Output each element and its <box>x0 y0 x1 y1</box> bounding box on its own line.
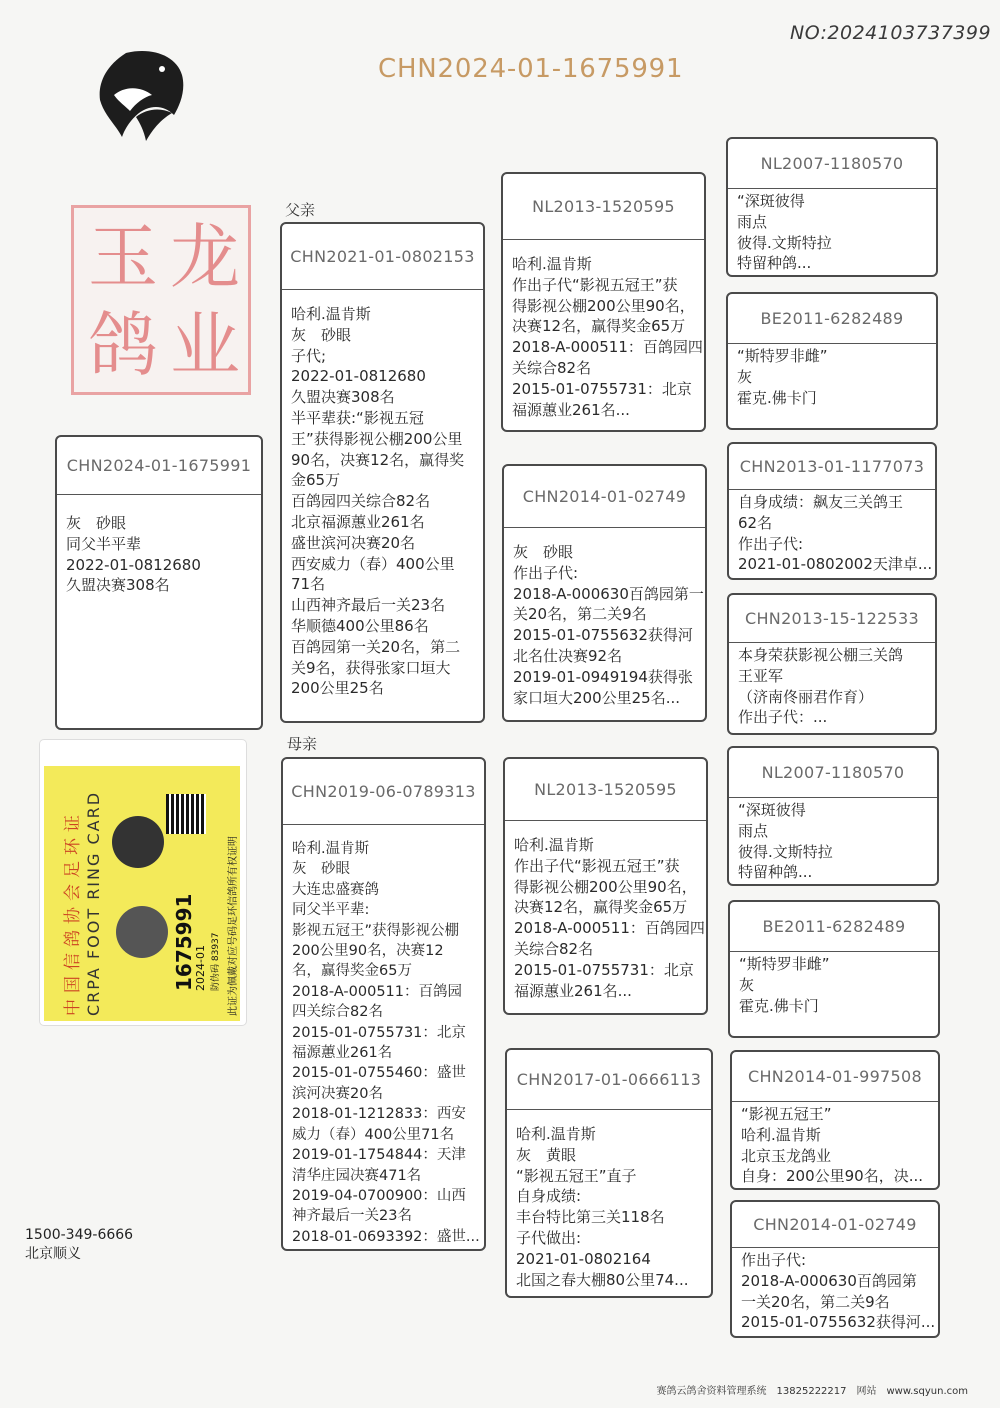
great-grandparent-card <box>730 1200 940 1338</box>
detail-line: 哈利.温肯斯 <box>292 841 370 857</box>
ring-number: CHN2014-01-997508 <box>732 1052 938 1102</box>
detail-line: 同父半平辈 <box>66 534 142 553</box>
card-details <box>504 528 705 708</box>
card-details <box>730 952 938 1016</box>
grandparent-card <box>501 172 706 432</box>
ring-card-body <box>44 766 240 1021</box>
sire-details <box>282 290 483 699</box>
detail-line: 灰 砂眼 <box>513 543 574 561</box>
detail-line: 一关20名，第二关9名 <box>741 1292 890 1311</box>
detail-line: 子代做出: <box>516 1228 582 1247</box>
detail-line: 关综合82名 <box>514 939 594 958</box>
detail-line: 200公里90名，决赛12 <box>292 943 444 960</box>
detail-line: 自身成绩: <box>516 1187 582 1206</box>
ring-card-number: 1675991 <box>172 893 196 991</box>
detail-line: 2015-01-0755731：北京 <box>292 1024 466 1041</box>
card-details <box>505 821 706 1001</box>
detail-line: 影视五冠王”获得影视公棚 <box>292 922 460 939</box>
detail-line: 90名，决赛12名，赢得奖 <box>291 450 465 469</box>
contact-phone: 1500-349-6666 <box>25 1227 134 1243</box>
subject-card <box>55 435 263 730</box>
detail-line: 2019-01-1754844：天津 <box>292 1147 466 1164</box>
detail-line: 哈利.温肯斯 <box>741 1125 821 1144</box>
detail-line: 2022-01-0812680 <box>291 367 426 386</box>
detail-line: 福源蕙业261名... <box>514 981 632 1000</box>
card-details <box>729 798 937 883</box>
detail-line: 2021-01-0802002天津卓... <box>738 555 933 574</box>
qr-code-icon <box>166 794 206 834</box>
detail-line: 大连忠盛赛鸽 <box>292 881 379 898</box>
foot-ring-card <box>40 740 246 1025</box>
detail-line: 作出子代“影视五冠王”获 <box>512 275 678 294</box>
detail-line: 2018-A-000511：百鸽园 <box>292 983 462 1000</box>
detail-line: 久盟决赛308名 <box>291 388 395 407</box>
great-grandparent-card <box>730 1050 940 1190</box>
detail-line: 灰 砂眼 <box>66 514 127 532</box>
detail-line: 2018-A-000630百鸽园第一 <box>513 584 704 603</box>
stamp-char: 鸽 <box>88 304 158 386</box>
sire-card <box>280 222 485 723</box>
detail-line: 关9名，获得张家口垣大 <box>291 658 451 677</box>
detail-line: 关综合82名 <box>512 358 592 377</box>
ring-card-title-cn: 中国信鸽协会足环证 <box>63 809 83 1016</box>
horse-pigeon-logo-icon <box>96 45 188 150</box>
great-grandparent-card <box>726 137 938 277</box>
detail-line: 2018-A-000630百鸽园第 <box>741 1271 917 1290</box>
detail-line: 特留种鸽... <box>738 863 813 882</box>
great-grandparent-card <box>727 746 939 886</box>
dam-card <box>281 757 486 1251</box>
great-grandparent-card <box>728 900 940 1038</box>
detail-line: 作出子代: <box>741 1251 807 1269</box>
detail-line: 2015-01-0755460：盛世 <box>292 1065 466 1082</box>
grandparent-card <box>505 1048 713 1298</box>
detail-line: 王亚军 <box>738 666 784 685</box>
detail-line: 作出子代: <box>738 534 804 553</box>
detail-line: 2022-01-0812680 <box>66 555 201 574</box>
detail-line: “影视五冠王” <box>741 1105 832 1123</box>
stamp-char: 业 <box>170 304 240 386</box>
detail-line: 同父半平辈: <box>292 902 370 919</box>
detail-line: 威力（春）400公里71名 <box>292 1126 455 1143</box>
card-details <box>729 643 935 728</box>
detail-line: 决赛12名，赢得奖金65万 <box>514 898 688 917</box>
subject-details <box>57 495 261 596</box>
ring-number: CHN2013-01-1177073 <box>729 444 935 490</box>
detail-line: 家口垣大200公里25名... <box>513 688 681 707</box>
detail-line: 2021-01-0802164 <box>516 1249 651 1268</box>
card-details <box>729 490 935 575</box>
detail-line: 北京玉龙鸽业 <box>741 1146 832 1165</box>
detail-line: 作出子代：... <box>738 708 828 727</box>
dam-ring-number: CHN2019-06-0789313 <box>283 759 484 825</box>
detail-line: 哈利.温肯斯 <box>291 305 371 323</box>
detail-line: 决赛12名，赢得奖金65万 <box>512 317 686 336</box>
detail-line: 自身：200公里90名，决... <box>741 1167 924 1186</box>
stamp-char: 龙 <box>170 216 240 298</box>
ring-number: NL2013-1520595 <box>505 759 706 821</box>
detail-line: 霍克.佛卡门 <box>739 996 819 1015</box>
detail-line: （济南佟丽君作育） <box>738 687 874 706</box>
card-details <box>728 344 936 408</box>
detail-line: “影视五冠王”直子 <box>516 1166 637 1185</box>
detail-line: 灰 <box>737 367 753 386</box>
detail-line: 灰 砂眼 <box>292 861 350 878</box>
ring-number: BE2011-6282489 <box>730 902 938 952</box>
ring-card-year: 2024-01 <box>194 945 207 991</box>
detail-line: 哈利.温肯斯 <box>512 255 592 273</box>
ring-card-code: 防伪码 83937 <box>211 932 221 991</box>
detail-line: 62名 <box>738 513 773 532</box>
detail-line: 作出子代: <box>513 563 579 582</box>
detail-line: 北国之春大棚80公里74... <box>516 1270 689 1289</box>
detail-line: 王”获得影视公棚200公里 <box>291 429 463 448</box>
company-seal-stamp <box>71 205 251 395</box>
grandparent-card <box>503 757 708 1015</box>
card-details <box>507 1110 711 1290</box>
detail-line: 关20名，第二关9名 <box>513 605 647 624</box>
page-title: CHN2024-01-1675991 <box>378 54 684 84</box>
ring-card-title-en: CRPA FOOT RING CARD <box>84 790 103 1016</box>
detail-line: 名，赢得奖金65万 <box>292 963 412 980</box>
detail-line: 滨河决赛20名 <box>292 1085 383 1102</box>
detail-line: 灰 黄眼 <box>516 1145 577 1164</box>
detail-line: 百鸽园四关综合82名 <box>291 492 431 511</box>
detail-line: 四关综合82名 <box>292 1004 383 1021</box>
detail-line: 神齐最后一关23名 <box>292 1208 412 1225</box>
card-details <box>732 1102 938 1187</box>
detail-line: 丰台特比第三关118名 <box>516 1208 665 1227</box>
contact-location: 北京顺义 <box>25 1246 81 1262</box>
detail-line: 特留种鸽... <box>737 254 812 273</box>
contact-info <box>25 1226 133 1264</box>
detail-line: 百鸽园第一关20名，第二 <box>291 637 461 656</box>
detail-line: 2019-01-0949194获得张 <box>513 667 693 686</box>
card-details <box>728 189 936 274</box>
detail-line: 霍克.佛卡门 <box>737 388 817 407</box>
detail-line: 作出子代“影视五冠王”获 <box>514 856 680 875</box>
detail-line: “斯特罗非雌” <box>737 347 828 365</box>
detail-line: 2018-01-1212833：西安 <box>292 1106 466 1123</box>
ring-number: CHN2017-01-0666113 <box>507 1050 711 1110</box>
great-grandparent-card <box>726 292 938 430</box>
detail-line: “深斑彼得 <box>738 801 806 819</box>
ring-number: CHN2014-01-02749 <box>732 1202 938 1248</box>
detail-line: 哈利.温肯斯 <box>514 836 594 854</box>
detail-line: “斯特罗非雌” <box>739 955 830 973</box>
detail-line: 西安威力（春）400公里 <box>291 554 455 573</box>
ring-number: NL2013-1520595 <box>503 174 704 240</box>
detail-line: 本身荣获影视公棚三关鸽 <box>738 646 904 664</box>
detail-line: 2015-01-0755632获得河 <box>513 626 693 645</box>
dam-details <box>283 825 484 1247</box>
detail-line: 2018-01-0693392：盛世... <box>292 1228 480 1245</box>
detail-line: 山西神齐最后一关23名 <box>291 596 446 615</box>
detail-line: 彼得.文斯特拉 <box>737 233 832 252</box>
ring-card-note: 此证为佩戴对应号码足环信鸽所有权证明 <box>228 836 239 1016</box>
detail-line: 得影视公棚200公里90名， <box>514 877 697 896</box>
detail-line: 2015-01-0755731：北京 <box>514 960 694 979</box>
detail-line: 2018-A-000511：百鸽园四 <box>512 338 703 357</box>
grandparent-card <box>502 464 707 722</box>
great-grandparent-card <box>727 442 937 580</box>
detail-line: 盛世滨河决赛20名 <box>291 533 416 552</box>
detail-line: 得影视公棚200公里90名， <box>512 296 695 315</box>
detail-line: 自身成绩：飙友三关鸽王 <box>738 493 904 511</box>
detail-line: 2019-04-0700900：山西 <box>292 1187 466 1204</box>
crpa-emblem-icon <box>112 816 164 868</box>
detail-line: “深斑彼得 <box>737 192 805 210</box>
globe-emblem-icon <box>116 906 168 958</box>
detail-line: 灰 砂眼 <box>291 325 352 344</box>
detail-line: 71名 <box>291 575 326 594</box>
detail-line: 北京福源蕙业261名 <box>291 512 425 531</box>
subject-ring-number: CHN2024-01-1675991 <box>57 437 261 495</box>
detail-line: 清华庄园决赛471名 <box>292 1167 422 1184</box>
detail-line: 福源蕙业261名... <box>512 400 630 419</box>
detail-line: 200公里25名 <box>291 679 384 698</box>
stamp-char: 玉 <box>88 216 158 298</box>
detail-line: 福源蕙业261名 <box>292 1045 393 1062</box>
mother-label: 母亲 <box>287 735 318 753</box>
ring-number: BE2011-6282489 <box>728 294 936 344</box>
serial-number: NO:2024103737399 <box>790 22 992 44</box>
detail-line: 子代; <box>291 346 327 365</box>
father-label: 父亲 <box>285 201 316 219</box>
sire-ring-number: CHN2021-01-0802153 <box>282 224 483 290</box>
detail-line: 2015-01-0755632获得河... <box>741 1313 936 1332</box>
great-grandparent-card <box>727 593 937 735</box>
ring-number: NL2007-1180570 <box>729 748 937 798</box>
detail-line: 久盟决赛308名 <box>66 576 170 595</box>
detail-line: 2015-01-0755731：北京 <box>512 379 692 398</box>
ring-number: CHN2013-15-122533 <box>729 595 935 643</box>
ring-number: NL2007-1180570 <box>728 139 936 189</box>
detail-line: 2018-A-000511：百鸽园四 <box>514 919 705 938</box>
card-details <box>503 240 704 420</box>
detail-line: 彼得.文斯特拉 <box>738 842 833 861</box>
detail-line: 金65万 <box>291 471 341 490</box>
detail-line: 半平辈获:“影视五冠 <box>291 408 424 427</box>
detail-line: 雨点 <box>738 821 769 840</box>
detail-line: 雨点 <box>737 212 768 231</box>
detail-line: 哈利.温肯斯 <box>516 1125 596 1143</box>
detail-line: 灰 <box>739 975 755 994</box>
ring-number: CHN2014-01-02749 <box>504 466 705 528</box>
card-details <box>732 1248 938 1333</box>
detail-line: 北名仕决赛92名 <box>513 646 623 665</box>
footer-text: 赛鸽云鸽舍资料管理系统 13825222217 网站 www.sqyun.com <box>656 1386 968 1397</box>
detail-line: 华顺德400公里86名 <box>291 616 429 635</box>
